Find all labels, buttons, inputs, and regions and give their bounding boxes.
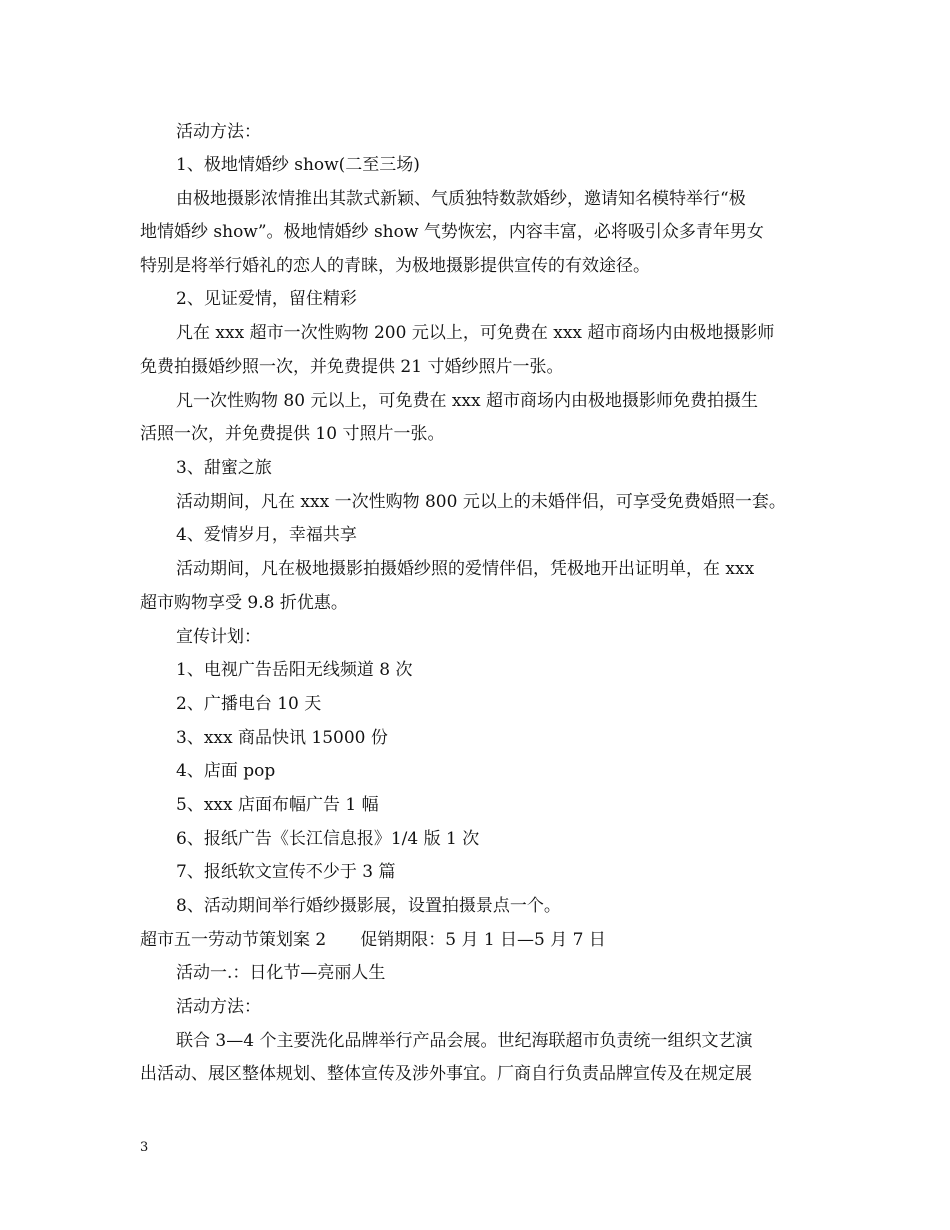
text-line: 2、广播电台 10 天 <box>176 694 322 714</box>
text-line: 6、报纸广告《长江信息报》1/4 版 1 次 <box>176 829 480 849</box>
text-line: 7、报纸软文宣传不少于 3 篇 <box>176 862 396 882</box>
text-line: 3、xxx 商品快讯 15000 份 <box>176 728 388 748</box>
text-line: 2、见证爱情，留住精彩 <box>176 289 357 309</box>
section-heading: 超市五一劳动节策划案 2 促销期限：5 月 1 日—5 月 7 日 <box>140 930 606 950</box>
text-line: 超市购物享受 9.8 折优惠。 <box>140 593 348 613</box>
text-line: 活动方法： <box>176 122 261 142</box>
text-line: 活动方法： <box>176 997 261 1017</box>
text-line: 3、甜蜜之旅 <box>176 458 272 478</box>
text-line: 免费拍摄婚纱照一次，并免费提供 21 寸婚纱照片一张。 <box>140 357 564 377</box>
text-line: 联合 3—4 个主要洗化品牌举行产品会展。世纪海联超市负责统一组织文艺演 <box>176 1031 753 1051</box>
text-line: 地情婚纱 show”。极地情婚纱 show 气势恢宏，内容丰富，必将吸引众多青年男女 <box>140 222 764 242</box>
text-line: 4、店面 pop <box>176 761 276 781</box>
text-line: 特别是将举行婚礼的恋人的青睐，为极地摄影提供宣传的有效途径。 <box>140 256 650 276</box>
text-line: 凡一次性购物 80 元以上，可免费在 xxx 超市商场内由极地摄影师免费拍摄生 <box>176 391 759 411</box>
text-line: 活动期间，凡在极地摄影拍摄婚纱照的爱情伴侣，凭极地开出证明单，在 xxx <box>176 559 755 579</box>
text-line: 1、电视广告岳阳无线频道 8 次 <box>176 660 413 680</box>
text-line: 8、活动期间举行婚纱摄影展，设置拍摄景点一个。 <box>176 896 561 916</box>
text-line: 活动一.：日化节—亮丽人生 <box>176 963 386 983</box>
text-line: 凡在 xxx 超市一次性购物 200 元以上，可免费在 xxx 超市商场内由极地摄影师 <box>176 323 775 343</box>
text-line: 1、极地情婚纱 show(二至三场) <box>176 155 420 175</box>
page-number: 3 <box>140 1140 149 1155</box>
text-line: 5、xxx 店面布幅广告 1 幅 <box>176 795 379 815</box>
text-line: 宣传计划： <box>176 627 261 647</box>
text-line: 4、爱情岁月，幸福共享 <box>176 525 357 545</box>
text-line: 活照一次，并免费提供 10 寸照片一张。 <box>140 424 445 444</box>
text-line: 出活动、展区整体规划、整体宣传及涉外事宜。厂商自行负责品牌宣传及在规定展 <box>140 1064 752 1084</box>
text-line: 由极地摄影浓情推出其款式新颖、气质独特数款婚纱，邀请知名模特举行“极 <box>176 189 746 209</box>
text-line: 活动期间，凡在 xxx 一次性购物 800 元以上的未婚伴侣，可享受免费婚照一套。 <box>176 492 786 512</box>
